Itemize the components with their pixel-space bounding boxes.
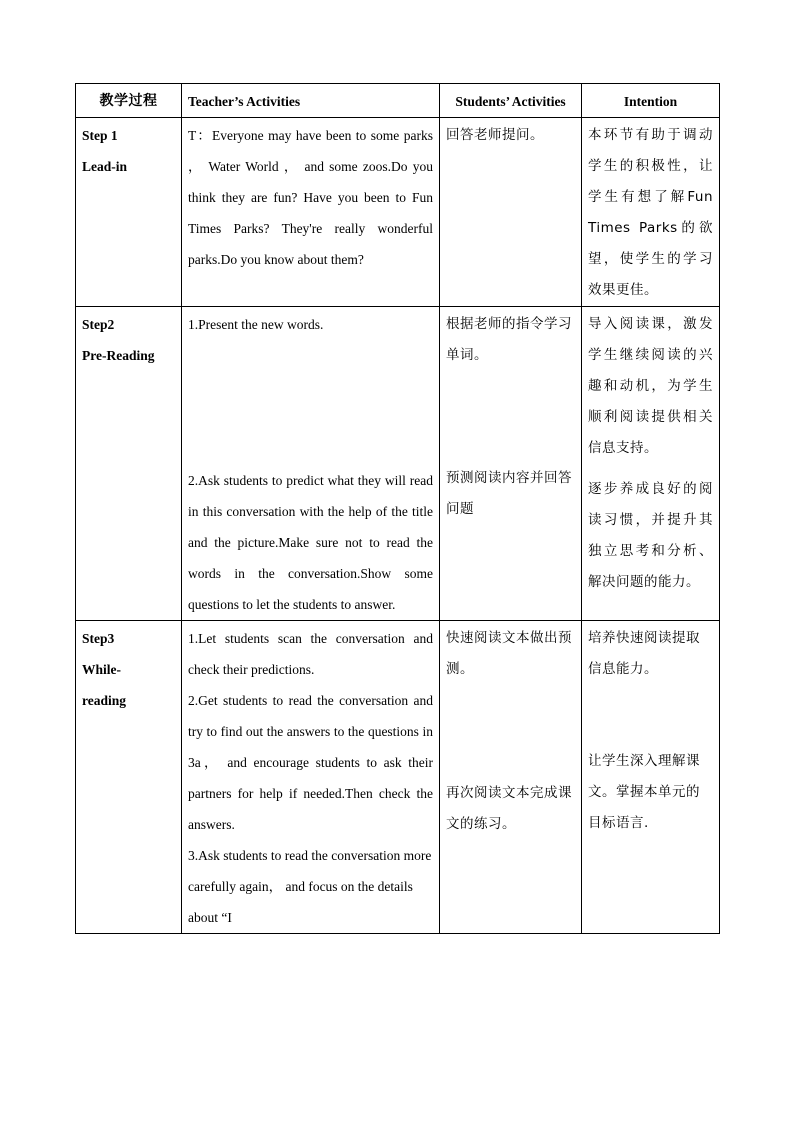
phase-label-line: reading: [82, 693, 127, 708]
teacher-activity-text: 2.Ask students to predict what they will read in this conversation with the help of the title and the picture.Make sure not to read the words in the conversation.Show some questions to let the students to answer.: [188, 473, 433, 612]
header-intention: Intention: [582, 84, 720, 118]
step-cell: [76, 118, 182, 307]
table-row: [76, 307, 720, 621]
intention-cell: [582, 118, 720, 307]
step-label: Step2: [82, 317, 115, 332]
intention-text: 本环节有助于调动学生的积极性，让学生有想了解Fun Times Parks的欲望，使学生的学习效果更佳。: [588, 127, 713, 298]
step-label: Step 1: [82, 128, 118, 143]
lesson-plan-table: [75, 83, 720, 934]
teacher-activity-text: 1.Let students scan the conversation and check their predictions.: [188, 631, 433, 677]
phase-label-line: While-: [82, 662, 121, 677]
student-activity-cell: [440, 621, 582, 934]
intention-text: 逐步养成良好的阅读习惯，并提升其独立思考和分析、解决问题的能力。: [588, 481, 713, 590]
table-row: [76, 118, 720, 307]
header-row: [76, 84, 720, 118]
teacher-activity-text: 3.Ask students to read the conversation more carefully again， and focus on the details about “I: [188, 848, 432, 925]
phase-label: Pre-Reading: [82, 348, 155, 363]
intention-text: 导入阅读课，激发学生继续阅读的兴趣和动机，为学生顺利阅读提供相关信息支持。: [588, 316, 713, 456]
header-process: 教学过程: [76, 84, 182, 118]
teacher-activity-text: T：Everyone may have been to some parks ， Water World ， and some zoos.Do you think they are fun? Have you been to Fun Times Parks? They're really wonderful parks.Do you know about them?: [188, 128, 433, 267]
intention-cell: [582, 621, 720, 934]
teacher-activity-cell: [182, 621, 440, 934]
student-activity-text: 回答老师提问。: [446, 127, 544, 143]
student-activity-text: 根据老师的指令学习单词。: [446, 316, 572, 363]
teacher-activity-cell: [182, 307, 440, 621]
phase-label: Lead-in: [82, 159, 128, 174]
step-cell: [76, 307, 182, 621]
teacher-activity-cell: [182, 118, 440, 307]
teacher-activity-text: 1.Present the new words.: [188, 317, 324, 332]
step-cell: [76, 621, 182, 934]
header-students: Students’ Activities: [440, 84, 582, 118]
teacher-activity-text: 2.Get students to read the conversation and try to find out the answers to the questions in 3a， and encourage students to ask their partners for help if needed.Then check the answers.: [188, 693, 433, 832]
student-activity-cell: [440, 118, 582, 307]
student-activity-text: 再次阅读文本完成课文的练习。: [446, 785, 572, 832]
student-activity-cell: [440, 307, 582, 621]
intention-text: 让学生深入理解课文。掌握本单元的目标语言.: [588, 753, 700, 831]
step-label: Step3: [82, 631, 115, 646]
student-activity-text: 预测阅读内容并回答问题: [446, 470, 572, 517]
intention-cell: [582, 307, 720, 621]
intention-text: 培养快速阅读提取信息能力。: [588, 630, 700, 677]
table-row: [76, 621, 720, 934]
header-teacher: Teacher’s Activities: [182, 84, 440, 118]
student-activity-text: 快速阅读文本做出预测。: [446, 630, 572, 677]
